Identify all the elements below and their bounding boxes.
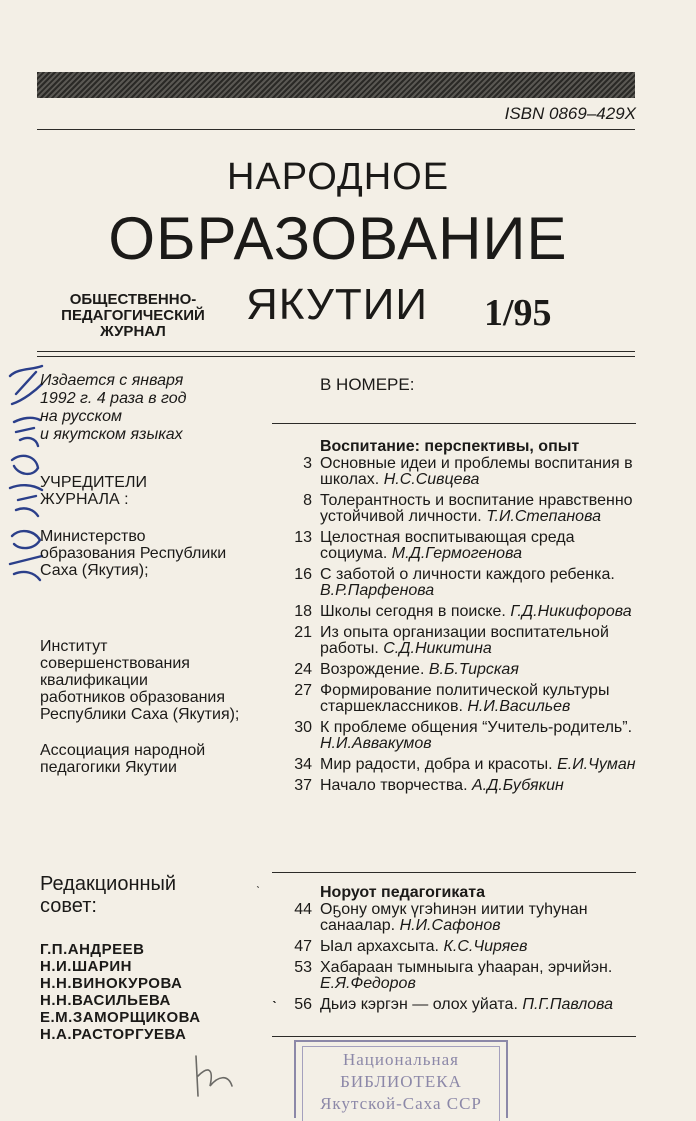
title-line-1: НАРОДНОЕ (226, 156, 450, 198)
publication-line: на русском (40, 408, 122, 425)
stamp-line: Якутской-Саха ССР (320, 1094, 482, 1113)
board-member: Н.Н.ВАСИЛЬЕВА (40, 992, 171, 1009)
section-entries (276, 456, 636, 794)
publication-line: Издается с января (40, 372, 184, 389)
board-member: Н.Н.ВИНОКУРОВА (40, 975, 183, 992)
toc-article-title: К проблеме общения “Учитель-родитель”. (320, 719, 633, 736)
board-title-line: совет: (40, 895, 97, 917)
founders-title (40, 474, 240, 508)
toc-page-number: 56 (294, 996, 312, 1013)
toc-author: Н.И.Сафонов (399, 917, 501, 934)
toc-article-title: Возрождение. (320, 661, 425, 678)
board-member: Н.А.РАСТОРГУЕВА (40, 1026, 187, 1043)
section-entries (276, 902, 636, 1013)
toc-entry (276, 997, 636, 1013)
founder-line: Институт (40, 638, 108, 655)
toc-article-title: Хабараан тымныыга уһааран, эрчийэн. (320, 959, 613, 976)
toc-page-number: 24 (294, 661, 312, 678)
section-title: Воспитание: перспективы, опыт (320, 438, 580, 455)
toc-article-title: Толерантность и воспитание нравственно устойчивой личности. (320, 492, 633, 525)
toc-entry-text (320, 530, 636, 562)
board-member: Н.И.ШАРИН (40, 958, 132, 975)
founder-line: педагогики Якутии (40, 759, 177, 776)
toc-article-title: Начало творчества. (320, 777, 468, 794)
toc-entry-text (320, 960, 636, 992)
toc-entry (276, 757, 636, 773)
title-line-2: ОБРАЗОВАНИЕ (108, 205, 568, 272)
pencil-mark: ˋ (256, 884, 260, 898)
toc-entry (276, 960, 636, 992)
toc-author: П.Г.Павлова (522, 996, 614, 1013)
toc-entry (276, 902, 636, 934)
toc-entry-text (320, 902, 636, 934)
founder-line: Саха (Якутия); (40, 562, 149, 579)
founder-line: квалификации (40, 672, 148, 689)
toc-entry-text (320, 456, 636, 488)
founders-title-line: ЖУРНАЛА : (40, 491, 129, 508)
toc-page-number: 47 (294, 938, 312, 955)
subtitle-line: ОБЩЕСТВЕННО- (69, 291, 197, 308)
toc-entry-text (320, 662, 636, 678)
founder-association (40, 742, 250, 776)
toc-author: Г.Д.Никифорова (510, 603, 632, 620)
header-hatched-bar (37, 72, 635, 98)
toc-article-title: Целостная воспитывающая среда социума. (320, 529, 575, 562)
toc-page-number: 3 (303, 455, 312, 472)
toc-entry (276, 939, 636, 955)
toc-rule-top (272, 423, 636, 424)
toc-entry (276, 493, 636, 525)
stamp-line: БИБЛИОТЕКА (340, 1072, 462, 1091)
toc-article-title: Дьиэ кэргэн — олох уйата. (320, 996, 518, 1013)
toc-author: В.Р.Парфенова (320, 582, 435, 599)
founder-line: совершенствования (40, 655, 190, 672)
subtitle-line: ПЕДАГОГИЧЕСКИЙ (61, 307, 205, 324)
founder-line: образования Республики (40, 545, 227, 562)
toc-entry (276, 604, 636, 620)
toc-page-number: 16 (294, 566, 312, 583)
subtitle-line: ЖУРНАЛ (100, 323, 166, 340)
toc-entry (276, 625, 636, 657)
masthead-rule-bottom (37, 356, 635, 357)
toc-author: Н.И.Аввакумов (320, 735, 432, 752)
toc-article-title: Мир радости, добра и красоты. (320, 756, 553, 773)
toc-entry-text (320, 625, 636, 657)
toc-entry-text (320, 757, 636, 773)
toc-article-title: Основные идеи и проблемы воспитания в школах. (320, 455, 633, 488)
toc-entry (276, 778, 636, 794)
toc-article-title: Школы сегодня в поиске. (320, 603, 506, 620)
editorial-board-title (40, 873, 176, 917)
toc-page-number: 21 (294, 624, 312, 641)
toc-author: Н.С.Сивцева (383, 471, 480, 488)
editorial-board-list (40, 941, 201, 1043)
toc-heading: В НОМЕРЕ: (320, 375, 415, 394)
toc-page-number: 18 (294, 603, 312, 620)
toc-page-number: 34 (294, 756, 312, 773)
board-title-line: Редакционный (40, 873, 177, 895)
founder-line: Ассоциация народной (40, 742, 206, 759)
publication-info (40, 372, 240, 444)
toc-entry-text (320, 778, 636, 794)
toc-article-title: С заботой о личности каждого ребенка. (320, 566, 615, 583)
toc-entry (276, 720, 636, 752)
toc-page-number: 27 (294, 682, 312, 699)
toc-page-number: 53 (294, 959, 312, 976)
toc-rule-bottom (272, 1036, 636, 1037)
toc-article-title: Формирование политической культуры старшеклассников. (320, 682, 610, 715)
toc-entry-text (320, 683, 636, 715)
toc-author: С.Д.Никитина (383, 640, 492, 657)
toc-author: А.Д.Бубякин (471, 777, 564, 794)
title-line-3: ЯКУТИИ (246, 280, 428, 329)
toc-page-number: 13 (294, 529, 312, 546)
issue-number: 1/95 (484, 292, 552, 334)
toc-entry (276, 662, 636, 678)
pencil-scribble (188, 1046, 238, 1102)
library-stamp (294, 1040, 508, 1118)
toc-entry (276, 567, 636, 599)
toc-author: В.Б.Тирская (428, 661, 519, 678)
toc-page-number: 30 (294, 719, 312, 736)
founder-institute (40, 638, 270, 723)
toc-entry-text (320, 567, 636, 599)
toc-author: К.С.Чиряев (443, 938, 528, 955)
toc-article-title: Из опыта организации воспитательной работы. (320, 624, 609, 657)
toc-author: М.Д.Гермогенова (391, 545, 522, 562)
toc-entry (276, 530, 636, 562)
toc-entry (276, 456, 636, 488)
toc-entry-text (320, 604, 636, 620)
section-title: Норуот педагогиката (320, 884, 486, 901)
toc-section-1 (276, 438, 636, 799)
toc-article-title: Оҕону омук үгэһинэн иитии туһунан санаалар. (320, 901, 588, 934)
journal-subtitle (38, 292, 228, 340)
toc-page-number: 44 (294, 901, 312, 918)
toc-entry (276, 683, 636, 715)
board-member: Г.П.АНДРЕЕВ (40, 941, 145, 958)
toc-author: Т.И.Степанова (486, 508, 601, 525)
founder-line: работников образования (40, 689, 226, 706)
toc-page-number: 37 (294, 777, 312, 794)
founder-line: Министерство (40, 528, 146, 545)
toc-page-number: 8 (303, 492, 312, 509)
founders-title-line: УЧРЕДИТЕЛИ (40, 474, 147, 491)
board-member: Е.М.ЗАМОРЩИКОВА (40, 1009, 201, 1026)
masthead-rule-top (37, 351, 635, 352)
stamp-line: Национальная (342, 1050, 459, 1069)
publication-line: и якутском языках (40, 426, 183, 443)
founder-line: Республики Саха (Якутия); (40, 706, 240, 723)
toc-author: Е.И.Чуман (557, 756, 636, 773)
toc-entry-text (320, 493, 636, 525)
toc-section-2 (276, 884, 636, 1018)
pencil-dot: ˋ (272, 998, 277, 1014)
toc-entry-text (320, 939, 636, 955)
toc-rule-middle (272, 872, 636, 873)
toc-author: Н.И.Васильев (467, 698, 571, 715)
toc-entry-text (320, 997, 636, 1013)
toc-author: Е.Я.Федоров (320, 975, 416, 992)
publication-line: 1992 г. 4 раза в год (40, 390, 187, 407)
toc-entry-text (320, 720, 636, 752)
toc-article-title: Ыал архахсыта. (320, 938, 439, 955)
founder-ministry (40, 528, 250, 579)
header-rule (37, 129, 635, 130)
isbn: ISBN 0869–429X (504, 104, 636, 123)
